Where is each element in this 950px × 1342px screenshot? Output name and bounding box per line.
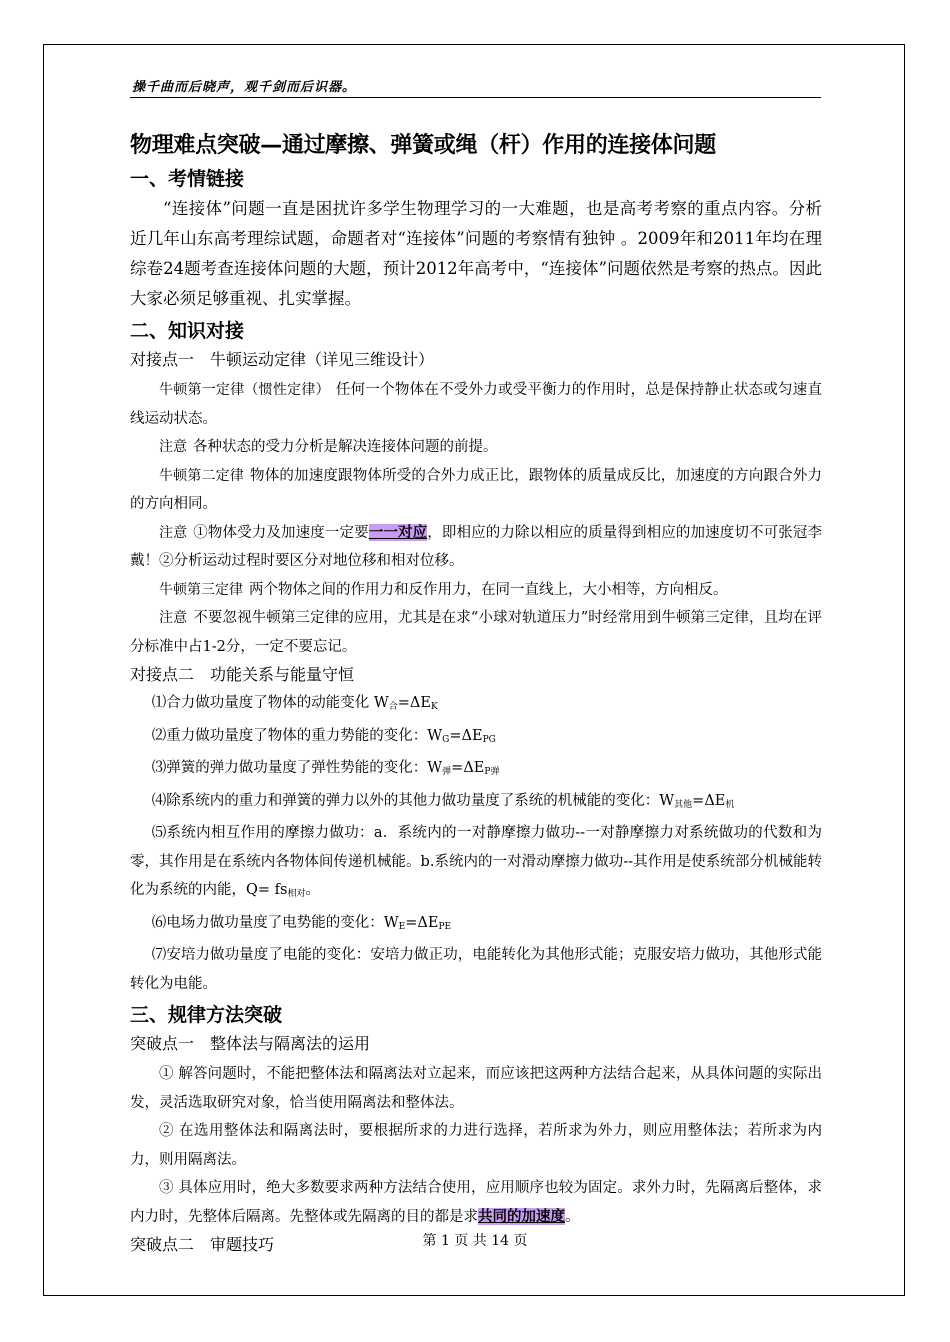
paragraph-text: ③ 具体应用时，绝大多数要求两种方法结合使用，应用顺序也较为固定。求外力时，先隔离后整体，求内力时，先整体后隔离。先整体或先隔离的目的都是求: [130, 1180, 822, 1225]
header-rule: [130, 97, 821, 98]
term-label: 牛顿第一定律（惯性定律）: [159, 382, 330, 398]
subscript: PE: [438, 921, 452, 932]
subscript: 相对: [287, 889, 306, 899]
newton-law-1: [130, 376, 822, 433]
work-energy-item-7: [130, 941, 822, 998]
equation: =ΔE: [449, 727, 483, 744]
work-energy-item-5: [130, 819, 822, 909]
note-1: [130, 433, 822, 462]
term-label: 牛顿第二定律: [159, 467, 245, 484]
note-text: ，即相应的力除以相应的质量得到相应的加速度切不可张冠李戴！②分析运动过程时要区分对地位移和相对位移。: [130, 524, 822, 569]
section-heading-1: 一、考情链接: [130, 168, 245, 190]
item-text: 。: [305, 882, 320, 898]
newton-law-3: [130, 576, 822, 605]
subscript: 机: [725, 799, 735, 810]
paragraph-text: 。: [565, 1208, 580, 1225]
work-energy-item-6: [130, 909, 822, 942]
note-label: 注意: [159, 524, 188, 541]
note-label: 注意: [159, 439, 187, 455]
work-energy-item-4: [130, 787, 822, 820]
method-paragraph-1: ① 解答问题时，不能把整体法和隔离法对立起来，而应该把这两种方法结合起来，从具体问题的实际出发，灵活选取研究对象，恰当使用隔离法和整体法。: [130, 1066, 822, 1111]
highlight-text: 共同的加速度: [478, 1207, 565, 1225]
equation: =ΔE: [451, 760, 485, 776]
subsection-heading-3: 突破点一 整体法与隔离法的运用: [130, 1034, 371, 1053]
section1-paragraph: “连接体”问题一直是困扰许多学生物理学习的一大难题，也是高考考察的重点内容。分析近几年山东高考理综试题，命题者对“连接体”问题的考察情有独钟 。2009年和2011年均在理综卷24题考查连接体问题的大题，预计2012年高考中，“连接体”问题依然是考察的热点。因此大家必须足够重视、扎实掌握。: [130, 199, 822, 308]
page-number: 第 1 页 共 14 页: [422, 1233, 528, 1249]
note-label: 注意: [159, 610, 188, 626]
subsection-heading-4: 突破点二 审题技巧: [130, 1235, 275, 1254]
item-text: ⑹电场力做功量度了电势能的变化：W: [151, 914, 399, 931]
equation: =ΔE: [405, 914, 439, 931]
note-3: [130, 604, 822, 661]
subscript: E: [398, 921, 406, 932]
item-text: ⑴合力做功量度了物体的动能变化 W: [151, 695, 389, 711]
document-body: [130, 128, 822, 1259]
highlight-text: 一一对应: [368, 523, 428, 541]
note-text: 不要忽视牛顿第三定律的应用，尤其是在求“小球对轨道压力”时经常用到牛顿第三定律，且均在评分标准中占1-2分，一定不要忘记。: [130, 610, 822, 655]
subscript: 合: [388, 702, 398, 712]
item-text: ⑸系统内相互作用的摩擦力做功：a．系统内的一对静摩擦力做功--一对静摩擦力对系统做功的代数和为零，其作用是在系统内各物体间传递机械能。b.系统内的一对滑动摩擦力做功--其作用是使系统部分机械能转化为系统的内能，Q= fs: [130, 825, 822, 898]
header-motto: 操千曲而后晓声，观千剑而后识器。: [132, 80, 357, 95]
law-text: 物体的加速度跟物体所受的合外力成正比，跟物体的质量成反比，加速度的方向跟合外力的方向相同。: [130, 467, 823, 512]
subscript: 弹: [442, 767, 452, 777]
item-text: ⑷除系统内的重力和弹簧的弹力以外的其他力做功量度了系统的机械能的变化：W: [151, 792, 675, 809]
equation: =ΔE: [692, 792, 726, 809]
note-text: ①物体受力及加速度一定要: [193, 524, 369, 541]
subscript: PG: [482, 734, 496, 745]
subscript: G: [442, 734, 450, 745]
law-text: 任何一个物体在不受外力或受平衡力的作用时，总是保持静止状态或匀速直线运动状态。: [130, 382, 823, 427]
law-text: 两个物体之间的作用力和反作用力，在同一直线上，大小相等，方向相反。: [249, 581, 728, 598]
work-energy-item-3: [130, 754, 822, 787]
section-heading-2: 二、知识对接: [130, 320, 245, 342]
method-paragraph-2: ② 在选用整体法和隔离法时，要根据所求的力进行选择，若所求为外力，则应用整体法；若所求为内力，则用隔离法。: [130, 1123, 822, 1168]
subsection-heading-2: 对接点二 功能关系与能量守恒: [130, 665, 355, 684]
item-text: ⑵重力做功量度了物体的重力势能的变化：W: [151, 727, 443, 744]
subsection-heading-1: 对接点一 牛顿运动定律（详见三维设计）: [130, 350, 435, 369]
work-energy-item-2: [130, 722, 822, 755]
equation: =ΔE: [397, 695, 431, 711]
section-heading-3: 三、规律方法突破: [130, 1004, 283, 1026]
item-text: ⑺安培力做功量度了电能的变化：安培力做正功，电能转化为其他形式能；克服安培力做功，其他形式能转化为电能。: [130, 947, 822, 992]
subscript: 其他: [674, 799, 693, 810]
subscript: K: [431, 702, 438, 712]
subscript: P弹: [484, 767, 500, 777]
note-2: [130, 519, 822, 576]
page-title: 物理难点突破—通过摩擦、弹簧或绳（杆）作用的连接体问题: [130, 133, 716, 158]
note-text: 各种状态的受力分析是解决连接体问题的前提。: [193, 439, 498, 455]
term-label: 牛顿第三定律: [159, 581, 243, 598]
item-text: ⑶弹簧的弹力做功量度了弹性势能的变化：W: [151, 760, 443, 776]
method-paragraph-3: [130, 1174, 822, 1231]
work-energy-item-1: [130, 689, 822, 722]
newton-law-2: [130, 462, 822, 519]
